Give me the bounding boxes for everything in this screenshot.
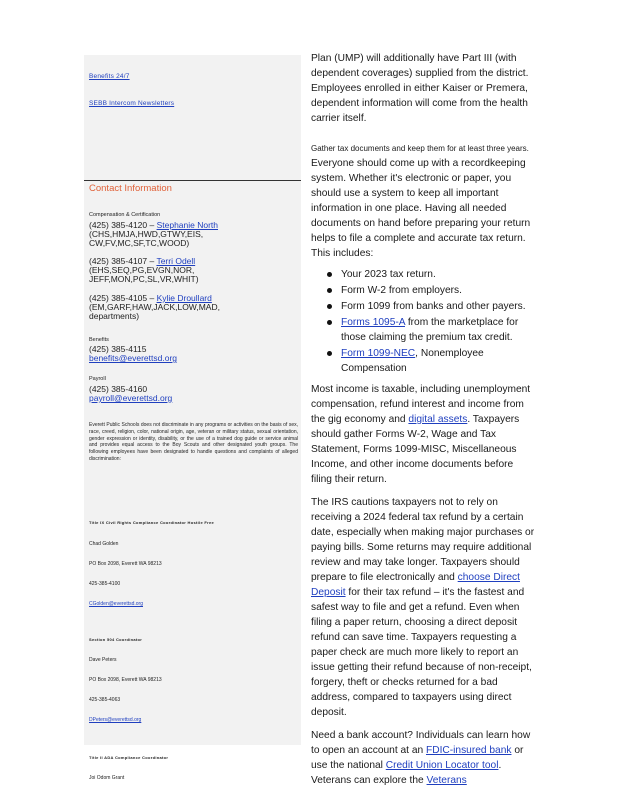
coordinator-email [89, 601, 143, 607]
divider [84, 180, 301, 181]
compensation-label: Compensation & Certification [89, 212, 161, 218]
coordinator-name: Chad Golden [89, 541, 119, 547]
fdic-link[interactable]: FDIC-insured bank [425, 745, 512, 756]
contact-entry: (425) 385-4105 – Kylie Droullard (EM,GARF,HAW,JACK,LOW,MAD, departments) [89, 293, 220, 321]
contact-heading: Contact Information [89, 183, 172, 194]
coordinator-address: PO Box 2098, Everett WA 98213 [89, 677, 162, 683]
document-list [311, 267, 536, 376]
email-link[interactable]: DPeters@everettsd.org [89, 717, 142, 723]
gather-heading: Gather tax documents and keep them for at least three years. [311, 144, 529, 153]
coordinator-phone: 425-385-4063 [89, 697, 121, 703]
section-504-label: Section 504 Coordinator [89, 637, 143, 642]
contact-entry: (425) 385-4107 – Terri Odell (EHS,SEQ,PG,EVGN,NOR, JEFF,MON,PC,SL,VR,WHIT) [89, 256, 199, 284]
coordinator-name: Joi Odom Grant [89, 775, 125, 781]
benefits-email-link[interactable]: benefits@everettsd.org [89, 353, 178, 363]
article-column [311, 51, 536, 788]
digital-assets-link[interactable]: digital assets [408, 414, 468, 425]
list-item: Form W-2 from employers. [341, 283, 536, 298]
form-1095a-link[interactable]: Forms 1095-A [341, 317, 405, 328]
list-item: Your 2023 tax return. [341, 267, 536, 282]
sidebar [84, 55, 301, 781]
bank-paragraph: Need a bank account? Individuals can learn how to open an account at an FDIC-insured bank or use the national Credit Union Locator tool. Veterans can explore the Veterans [311, 730, 531, 786]
list-item: Form 1099 from banks and other payers. [341, 299, 536, 314]
list-item: Form 1099-NEC, Nonemployee Compensation [341, 346, 536, 376]
contact-name-link[interactable]: Terri Odell [156, 256, 196, 266]
ada-label: Title II ADA Compliance Coordinator [89, 755, 169, 760]
gather-paragraph: Gather tax documents and keep them for at least three years. Everyone should come up with a recordkeeping system. Whether it's electronic or paper, you should use a system to keep all important information in one place. Having all needed documents on hand before preparing your return helps to file a complete and accurate tax return. This includes: [311, 144, 531, 259]
newsletters-link[interactable]: SEBB Intercom Newsletters [89, 100, 175, 107]
coordinator-email [89, 717, 141, 723]
coordinator-phone: 425-385-4100 [89, 581, 121, 587]
credit-union-locator-link[interactable]: Credit Union Locator tool [385, 760, 499, 771]
coordinator-address: PO Box 2098, Everett WA 98213 [89, 561, 162, 567]
email-link[interactable]: CGolden@everettsd.org [89, 601, 143, 607]
payroll-email-link[interactable]: payroll@everettsd.org [89, 393, 173, 403]
payroll-label: Payroll [89, 376, 106, 382]
intro-paragraph: Plan (UMP) will additionally have Part III (with dependent coverages) supplied from the district. Employees enrolled in either Kaiser or Premera, dependent information will come from the health carrier itself. [311, 53, 529, 124]
contact-name-link[interactable]: Kylie Droullard [156, 293, 212, 303]
form-1099nec-link[interactable]: Form 1099-NEC [341, 348, 416, 359]
payroll-contact: (425) 385-4160 payroll@everettsd.org [89, 384, 173, 403]
irs-paragraph: The IRS cautions taxpayers not to rely on receiving a 2024 federal tax refund by a certain date, especially when making major purchases or paying bills. Some returns may require additional review and may take longer. Taxpayers should prepare to file electronically and choose Direct Deposit for their tax refund – it's the fastest and safest way to file and get a refund. Even when filing a paper return, choosing a direct deposit refund can save time. Taxpayers requesting a paper check are much more likely to report an issue getting their refund because of non-receipt, forgery, theft or checks returned for a bad address, compared to taxpayers using direct deposit. [311, 497, 535, 718]
list-item: Forms 1095-A from the marketplace for those claiming the premium tax credit. [341, 315, 536, 345]
nondiscrimination-statement: Everett Public Schools does not discriminate in any programs or activities on the basis of sex, race, creed, religion, color, national origin, age, veteran or military status, sexual orientation, gender expression or identity, disability, or the use of a trained dog guide or service animal and provides equal access to the Boy Scouts and other designated youth groups. The following employees have been designated to handle questions and complaints of alleged discrimination: [89, 422, 298, 462]
direct-deposit-link[interactable]: choose Direct Deposit [311, 572, 520, 598]
contact-name-link[interactable]: Stephanie North [156, 220, 219, 230]
contact-entry: (425) 385-4120 – Stephanie North (CHS,HMJA,HWD,GTWY,EIS, CW,FV,MC,SF,TC,WOOD) [89, 220, 219, 248]
benefits-contact: (425) 385-4115 benefits@everettsd.org [89, 344, 178, 363]
veterans-link[interactable]: Veterans [426, 775, 467, 786]
benefits-label: Benefits [89, 337, 109, 343]
title-ix-label: Title IX Civil Rights Compliance Coordinator Hostile Free [89, 520, 215, 525]
income-paragraph: Most income is taxable, including unemployment compensation, refund interest and income from the gig economy and digital assets. Taxpayers should gather Forms W-2, Wage and Tax Statement, Forms 1099-MISC, Miscellaneous Income, and other income documents before filing their return. [311, 384, 531, 485]
coordinator-name: Dave Peters [89, 657, 117, 663]
benefits-link[interactable]: Benefits 24/7 [89, 73, 130, 80]
